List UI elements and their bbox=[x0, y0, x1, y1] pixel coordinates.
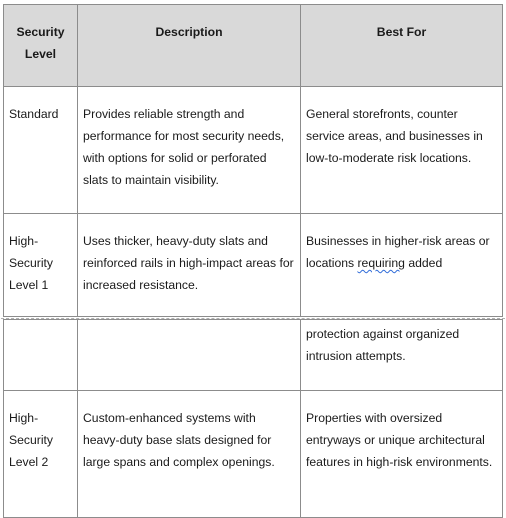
table-row-high-security-1-continued bbox=[3, 319, 503, 391]
cell-best-for: Properties with oversized entryways or unique architectural features in high-risk environments. bbox=[300, 391, 502, 517]
header-security-level: Security Level bbox=[16, 25, 65, 61]
cell-best-for-continued: protection against organized intrusion attempts. bbox=[300, 320, 502, 390]
best-for-text-end: added bbox=[408, 256, 443, 270]
security-levels-table bbox=[3, 4, 503, 518]
best-for-text: Businesses in higher-risk areas or locations bbox=[306, 234, 490, 270]
cell-description: Uses thicker, heavy-duty slats and reinforced rails in high-impact areas for increased resistance. bbox=[77, 214, 300, 316]
cell-level: High-Security Level 1 bbox=[9, 234, 54, 292]
cell-level-empty bbox=[4, 320, 77, 390]
cell-description: Custom-enhanced systems with heavy-duty base slats designed for large spans and complex openings. bbox=[77, 391, 300, 517]
cell-level: High-Security Level 2 bbox=[9, 411, 54, 469]
table-row-standard bbox=[3, 87, 503, 214]
cell-level: Standard bbox=[9, 107, 59, 121]
header-description: Description bbox=[77, 5, 300, 86]
header-best-for: Best For bbox=[300, 5, 502, 86]
cell-best-for: General storefronts, counter service areas, and businesses in low-to-moderate risk locations. bbox=[300, 87, 502, 213]
table-row-high-security-1 bbox=[3, 214, 503, 317]
spellcheck-flagged-word[interactable]: requiring bbox=[357, 256, 405, 270]
table-row-high-security-2 bbox=[3, 391, 503, 518]
cell-description-empty bbox=[77, 320, 300, 390]
cell-description: Provides reliable strength and performance for most security needs, with options for solid or perforated slats to maintain visibility. bbox=[77, 87, 300, 213]
table-header-row bbox=[3, 4, 503, 87]
cell-best-for bbox=[300, 214, 502, 316]
page-break-line bbox=[1, 318, 505, 319]
